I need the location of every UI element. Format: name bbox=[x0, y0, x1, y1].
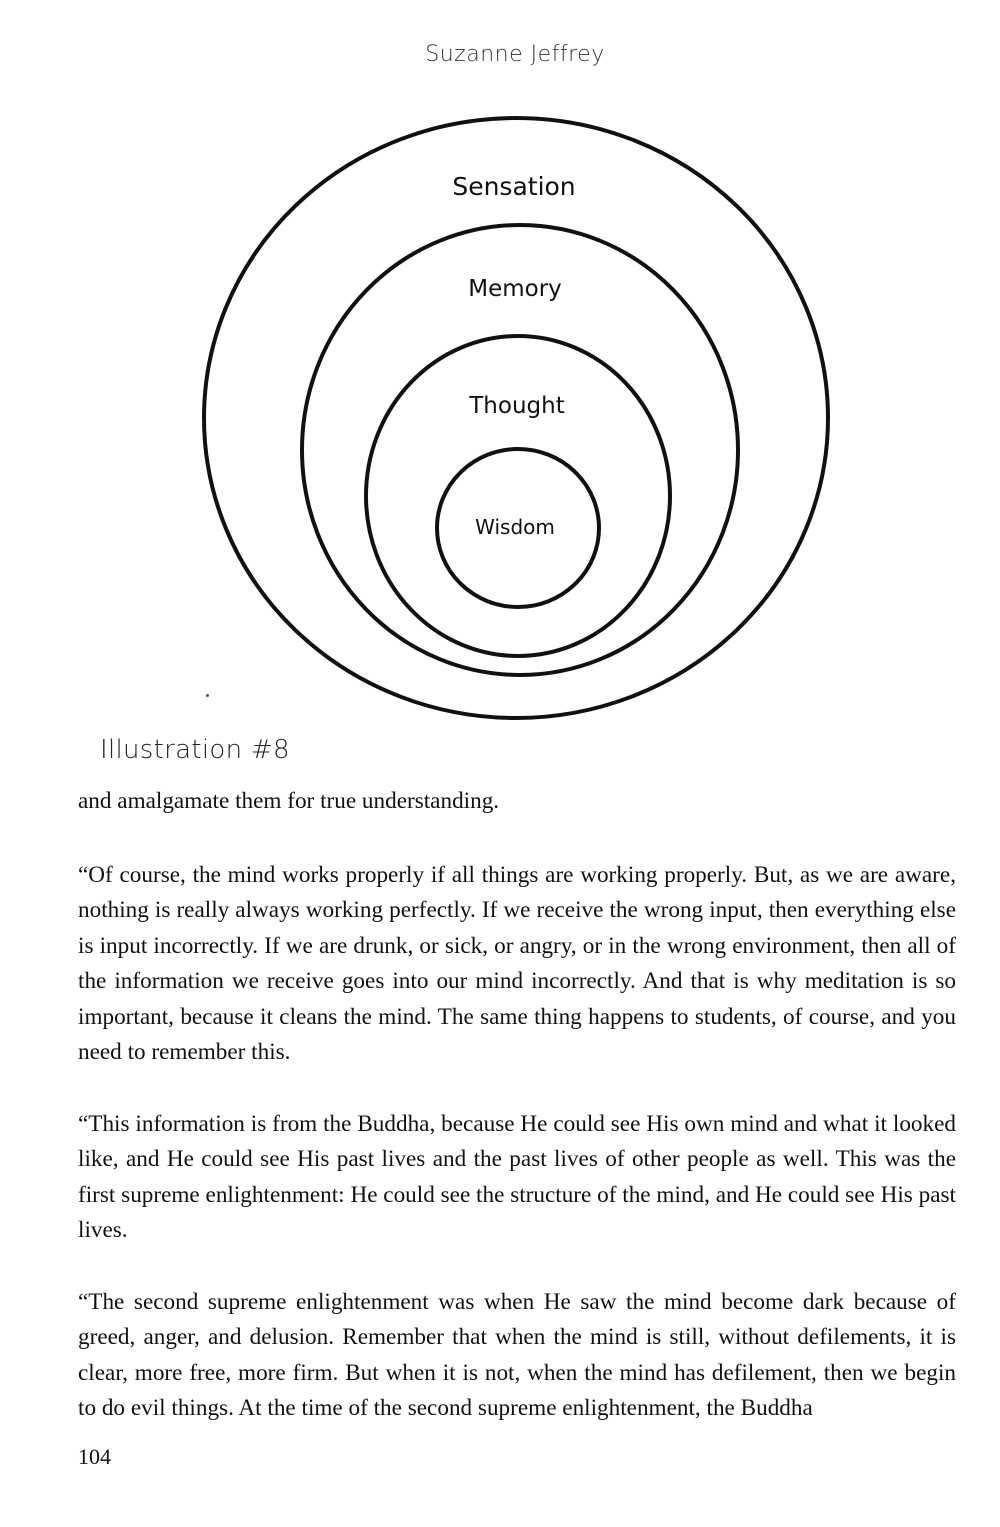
ring-label-wisdom: Wisdom bbox=[475, 515, 555, 539]
paragraph-3: “This information is from the Buddha, because He could see His own mind and what it looked like, and He could see His past lives and the past lives of other people as well. This was the first supreme enlightenment: He could see the structure of the mind, and He could see His past lives. bbox=[78, 1110, 956, 1243]
ring-label-memory: Memory bbox=[468, 276, 562, 302]
body-text bbox=[78, 784, 956, 1463]
page-number: 104 bbox=[78, 1444, 111, 1469]
paragraph-1: and amalgamate them for true understanding. bbox=[78, 788, 500, 814]
scan-speck bbox=[206, 694, 209, 697]
paragraph-2: “Of course, the mind works properly if all things are working properly. But, as we are aware, nothing is really always working perfectly. If we receive the wrong input, then everything else is input incorrectly. If we are drunk, or sick, or angry, or in the wrong environment, then all of the information we receive goes into our mind incorrectly. And that is why meditation is so important, because it cleans the mind. The same thing happens to students, of course, and you need to remember this. bbox=[78, 861, 956, 1065]
running-header-author: Suzanne Jeffrey bbox=[425, 42, 605, 67]
ring-label-sensation: Sensation bbox=[452, 172, 576, 201]
paragraph-4: “The second supreme enlightenment was when He saw the mind become dark because of greed, anger, and delusion. Remember that when the mind is still, without defilements, it is clear, more free, more firm. But when it is not, when the mind has defilement, then we begin to do evil things. At the time of the second supreme enlightenment, the Buddha bbox=[78, 1288, 956, 1421]
illustration-caption: Illustration #8 bbox=[100, 735, 290, 765]
ring-label-thought: Thought bbox=[469, 393, 565, 419]
concentric-mind-diagram bbox=[0, 0, 1000, 760]
